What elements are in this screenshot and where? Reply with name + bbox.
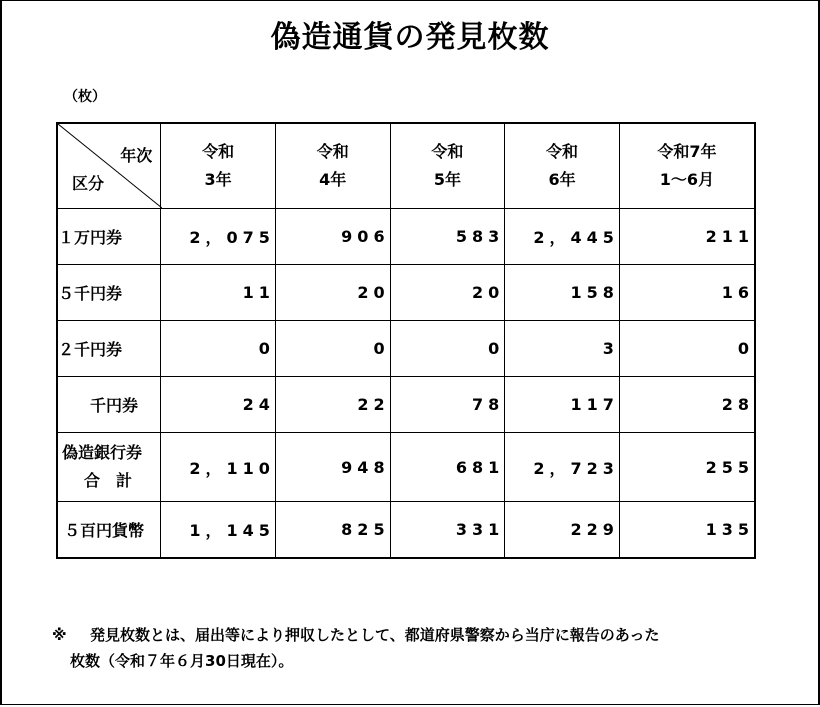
row-label: ２千円券 xyxy=(57,321,161,377)
table-cell: 229 xyxy=(505,502,620,559)
counterfeit-table xyxy=(56,122,756,559)
table-cell: 28 xyxy=(619,377,755,433)
table-cell: 78 xyxy=(390,377,505,433)
table-row xyxy=(57,377,755,433)
total-label: 偽造銀行券 合 計 xyxy=(57,433,161,502)
table-cell: 681 xyxy=(390,433,505,502)
table-cell: 11 xyxy=(161,265,276,321)
table-cell: 158 xyxy=(505,265,620,321)
corner-category-label: 区分 xyxy=(72,174,105,193)
table-cell: 2，075 xyxy=(161,209,276,265)
col-header-r7: 令和7年 1～6月 xyxy=(619,123,755,209)
table-cell: 255 xyxy=(619,433,755,502)
unit-label: （枚） xyxy=(64,89,106,105)
col-header-r6: 令和 6年 xyxy=(505,123,620,209)
note-line-1: 発見枚数とは、届出等により押収したとして、都道府県警察から当庁に報告のあった xyxy=(90,626,660,644)
table-cell: 2，445 xyxy=(505,209,620,265)
table-cell: 825 xyxy=(275,502,390,559)
total-row xyxy=(57,433,755,502)
footnote xyxy=(52,622,660,674)
table-cell: 22 xyxy=(275,377,390,433)
corner-year-label: 年次 xyxy=(120,146,153,165)
col-header-r4: 令和 4年 xyxy=(275,123,390,209)
table-cell: 906 xyxy=(275,209,390,265)
note-line-2: 枚数（令和７年６月30日現在）。 xyxy=(70,652,294,670)
col-header-r5: 令和 5年 xyxy=(390,123,505,209)
table-row xyxy=(57,209,755,265)
col-header-r3: 令和 3年 xyxy=(161,123,276,209)
row-label: ５千円券 xyxy=(57,265,161,321)
coin-row xyxy=(57,502,755,559)
table-cell: 20 xyxy=(275,265,390,321)
row-label: １万円券 xyxy=(57,209,161,265)
header-row xyxy=(57,123,755,209)
table-cell: 583 xyxy=(390,209,505,265)
table-cell: 3 xyxy=(505,321,620,377)
table-cell: 117 xyxy=(505,377,620,433)
table-cell: 0 xyxy=(161,321,276,377)
table-cell: 1，145 xyxy=(161,502,276,559)
table-cell: 0 xyxy=(390,321,505,377)
table-cell: 24 xyxy=(161,377,276,433)
row-label: 千円券 xyxy=(57,377,161,433)
note-mark: ※ xyxy=(52,626,67,644)
table-cell: 20 xyxy=(390,265,505,321)
table-row xyxy=(57,321,755,377)
table-cell: 331 xyxy=(390,502,505,559)
table-cell: 135 xyxy=(619,502,755,559)
table-cell: 2，110 xyxy=(161,433,276,502)
table-cell: 0 xyxy=(619,321,755,377)
table-cell: 16 xyxy=(619,265,755,321)
table-cell: 948 xyxy=(275,433,390,502)
page-title: 偽造通貨の発見枚数 xyxy=(270,20,550,55)
table-cell: 211 xyxy=(619,209,755,265)
table-row xyxy=(57,265,755,321)
row-label: ５百円貨幣 xyxy=(57,502,161,559)
table-cell: 2，723 xyxy=(505,433,620,502)
table-cell: 0 xyxy=(275,321,390,377)
corner-cell xyxy=(57,123,161,209)
